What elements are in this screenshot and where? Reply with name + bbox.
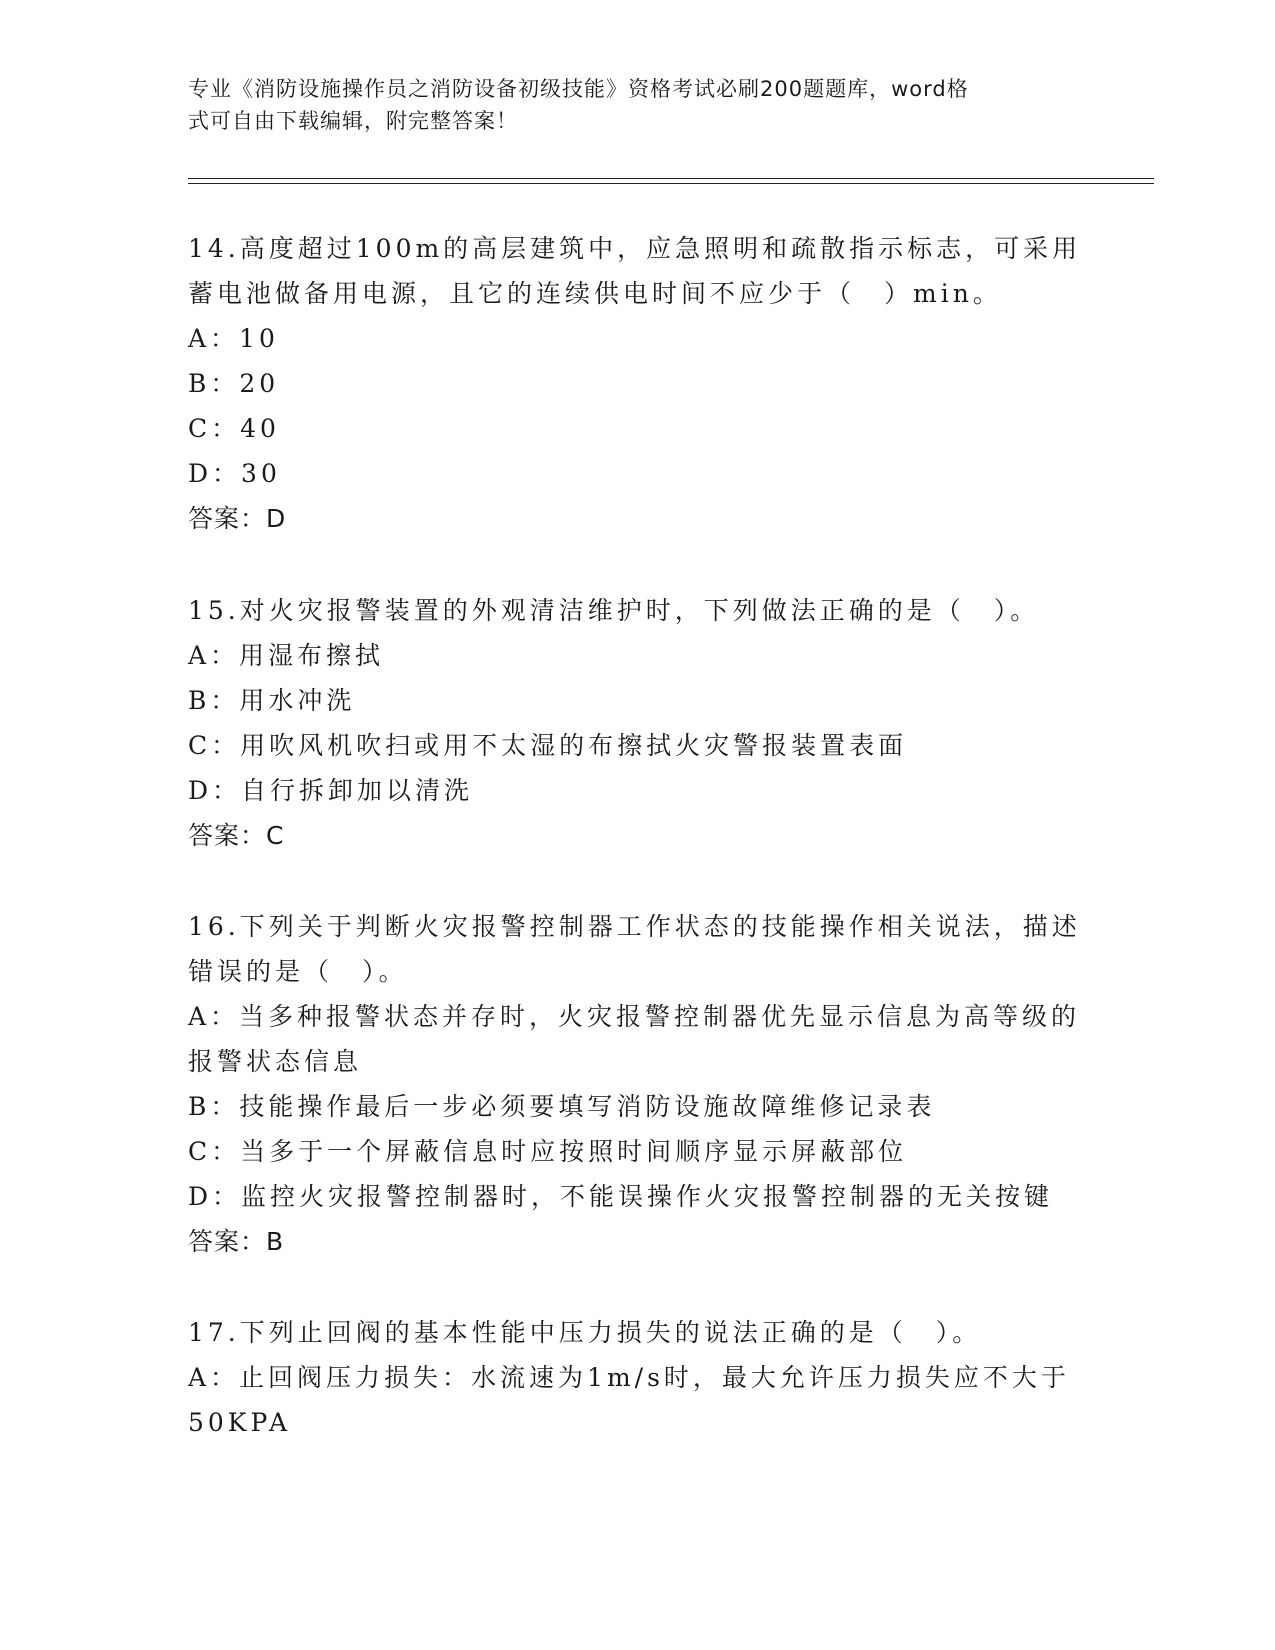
header-divider-top	[188, 178, 1154, 179]
question-14	[188, 226, 1088, 541]
option-a-continued: 50KPA	[188, 1408, 292, 1437]
option-a: A：止回阀压力损失：水流速为1m/s时，最大允许压力损失应不大于	[188, 1363, 1070, 1392]
answer-label: 答案：C	[188, 821, 285, 850]
option-c: C：用吹风机吹扫或用不太湿的布擦拭火灾警报装置表面	[188, 731, 908, 760]
answer-label: 答案：D	[188, 504, 287, 533]
option-a: A：当多种报警状态并存时，火灾报警控制器优先显示信息为高等级的	[188, 1002, 1081, 1031]
option-c: C：当多于一个屏蔽信息时应按照时间顺序显示屏蔽部位	[188, 1137, 908, 1166]
answer-label: 答案：B	[188, 1227, 285, 1256]
header-line-2: 式可自由下载编辑，附完整答案！	[188, 109, 518, 133]
question-stem-line: 15.对火灾报警装置的外观清洁维护时，下列做法正确的是（ ）。	[188, 596, 1040, 625]
question-17	[188, 1310, 1088, 1445]
question-16	[188, 904, 1088, 1264]
option-b: B：20	[188, 369, 280, 398]
question-15	[188, 588, 1088, 858]
question-stem-line: 14.高度超过100m的高层建筑中，应急照明和疏散指示标志，可采用	[188, 234, 1082, 263]
question-stem-line: 16.下列关于判断火灾报警控制器工作状态的技能操作相关说法，描述	[188, 912, 1081, 941]
option-c: C：40	[188, 414, 280, 443]
document-header	[188, 73, 1068, 137]
option-d: D：30	[188, 459, 281, 488]
option-b: B：技能操作最后一步必须要填写消防设施故障维修记录表	[188, 1092, 936, 1121]
option-d: D：监控火灾报警控制器时，不能误操作火灾报警控制器的无关按键	[188, 1182, 1054, 1211]
option-a: A：10	[188, 324, 279, 353]
option-a-continued: 报警状态信息	[188, 1047, 363, 1076]
question-stem-line: 蓄电池做备用电源，且它的连续供电时间不应少于（ ）min。	[188, 279, 1002, 308]
header-divider-bottom	[188, 183, 1154, 184]
option-b: B：用水冲洗	[188, 686, 356, 715]
option-d: D：自行拆卸加以清洗	[188, 776, 474, 805]
option-a: A：用湿布擦拭	[188, 641, 385, 670]
question-stem-line: 17.下列止回阀的基本性能中压力损失的说法正确的是（ ）。	[188, 1318, 982, 1347]
header-line-1: 专业《消防设施操作员之消防设备初级技能》资格考试必刷200题题库，word格	[188, 77, 969, 101]
question-stem-line: 错误的是（ ）。	[188, 957, 408, 986]
